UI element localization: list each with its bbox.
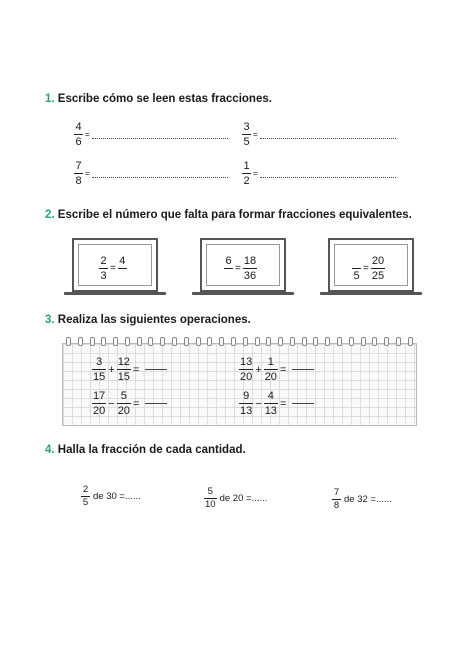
equals-sign: = <box>279 397 287 410</box>
fraction <box>81 485 90 508</box>
numerator: 5 <box>120 390 127 402</box>
numerator: 4 <box>267 390 274 402</box>
fraction <box>117 390 131 417</box>
denominator: 13 <box>240 405 253 417</box>
operator: + <box>255 363 262 376</box>
section-2-heading <box>45 209 412 221</box>
fraction <box>264 390 278 417</box>
fraction <box>118 255 127 282</box>
numerator: 9 <box>243 390 250 402</box>
fraction <box>239 356 253 383</box>
numerator: 4 <box>75 121 82 133</box>
numerator: 17 <box>93 390 106 402</box>
equals-sign: = <box>235 263 241 274</box>
fraction <box>243 255 257 282</box>
numerator: 3 <box>96 356 103 368</box>
fraction-of-quantity <box>81 485 141 508</box>
denominator: 20 <box>240 371 253 383</box>
equals-sign: = <box>253 169 258 178</box>
blackboard-ledge <box>320 292 422 295</box>
numerator: 7 <box>75 160 82 172</box>
section-number: 3. <box>45 314 55 326</box>
numerator: 20 <box>371 255 385 267</box>
denominator: 10 <box>205 499 216 510</box>
equals-sign: = <box>132 397 140 410</box>
fraction <box>204 487 217 510</box>
denominator: 8 <box>75 175 82 187</box>
operation <box>239 390 314 417</box>
equals-sign: = <box>85 130 90 139</box>
numerator: 2 <box>100 255 107 267</box>
missing-denominator[interactable] <box>121 270 123 282</box>
fraction-of-quantity <box>332 488 392 511</box>
denominator: 15 <box>117 371 130 383</box>
quantity-text[interactable]: de 32 =...... <box>344 494 392 505</box>
operator: − <box>255 397 262 410</box>
fraction-of-quantity <box>204 487 267 510</box>
section-number: 1. <box>45 93 55 105</box>
numerator: 4 <box>119 255 126 267</box>
fraction <box>99 255 108 282</box>
denominator: 36 <box>243 270 257 282</box>
blackboard-ledge <box>64 292 166 295</box>
notebook-spiral <box>62 337 417 345</box>
fraction <box>352 255 361 282</box>
numerator: 3 <box>243 121 250 133</box>
answer-line[interactable] <box>92 169 228 178</box>
denominator: 6 <box>75 136 82 148</box>
equals-sign: = <box>279 363 287 376</box>
denominator: 3 <box>100 270 107 282</box>
denominator: 20 <box>264 371 277 383</box>
operator: − <box>108 397 115 410</box>
operation <box>92 356 167 383</box>
equivalence-exercise <box>224 255 257 282</box>
answer-line[interactable] <box>292 403 314 404</box>
fraction <box>92 356 106 383</box>
reading-item <box>74 160 228 187</box>
denominator: 2 <box>243 175 250 187</box>
denominator: 25 <box>371 270 385 282</box>
answer-line[interactable] <box>260 130 396 139</box>
numerator: 2 <box>82 484 89 495</box>
blackboard-ledge <box>192 292 294 295</box>
section-title: Halla la fracción de cada cantidad. <box>57 444 246 456</box>
fraction <box>242 121 251 148</box>
answer-line[interactable] <box>92 130 228 139</box>
fraction <box>264 356 278 383</box>
denominator: 15 <box>93 371 106 383</box>
numerator: 1 <box>243 160 250 172</box>
numerator: 12 <box>117 356 130 368</box>
numerator: 6 <box>225 255 232 267</box>
section-number: 4. <box>45 444 55 456</box>
section-title: Escribe cómo se leen estas fracciones. <box>57 93 272 105</box>
reading-item <box>242 160 396 187</box>
numerator: 5 <box>207 486 213 497</box>
missing-denominator[interactable] <box>228 270 230 282</box>
fraction <box>92 390 106 417</box>
denominator: 8 <box>333 500 340 511</box>
denominator: 5 <box>243 136 250 148</box>
operation <box>239 356 314 383</box>
fraction <box>332 488 341 511</box>
answer-line[interactable] <box>292 369 314 370</box>
reading-item <box>242 121 396 148</box>
section-title: Escribe el número que falta para formar fracciones equivalentes. <box>57 209 412 221</box>
equivalence-exercise <box>99 255 127 282</box>
fraction <box>224 255 233 282</box>
section-3-heading <box>45 314 251 326</box>
fraction <box>117 356 131 383</box>
operation <box>92 390 167 417</box>
section-number: 2. <box>45 209 55 221</box>
equivalence-exercise <box>352 255 385 282</box>
answer-line[interactable] <box>260 169 396 178</box>
answer-line[interactable] <box>145 403 167 404</box>
numerator: 1 <box>267 356 274 368</box>
reading-item <box>74 121 228 148</box>
equals-sign: = <box>132 363 140 376</box>
fraction <box>371 255 385 282</box>
numerator: 7 <box>333 487 340 498</box>
fraction <box>242 160 251 187</box>
fraction <box>74 121 83 148</box>
section-1-heading <box>45 93 272 105</box>
numerator: 18 <box>243 255 257 267</box>
answer-line[interactable] <box>145 369 167 370</box>
section-4-heading <box>45 444 246 456</box>
equals-sign: = <box>363 263 369 274</box>
equals-sign: = <box>110 263 116 274</box>
fraction <box>239 390 253 417</box>
operator: + <box>108 363 115 376</box>
denominator: 5 <box>353 270 360 282</box>
numerator: 13 <box>240 356 253 368</box>
quantity-text[interactable]: de 20 =...... <box>219 493 268 504</box>
denominator: 20 <box>93 405 106 417</box>
equals-sign: = <box>85 169 90 178</box>
missing-numerator[interactable] <box>356 255 358 267</box>
quantity-text[interactable]: de 30 =...... <box>93 491 141 502</box>
denominator: 20 <box>117 405 130 417</box>
equals-sign: = <box>253 130 258 139</box>
denominator: 5 <box>82 497 89 508</box>
fraction <box>74 160 83 187</box>
denominator: 13 <box>264 405 277 417</box>
section-title: Realiza las siguientes operaciones. <box>57 314 251 326</box>
